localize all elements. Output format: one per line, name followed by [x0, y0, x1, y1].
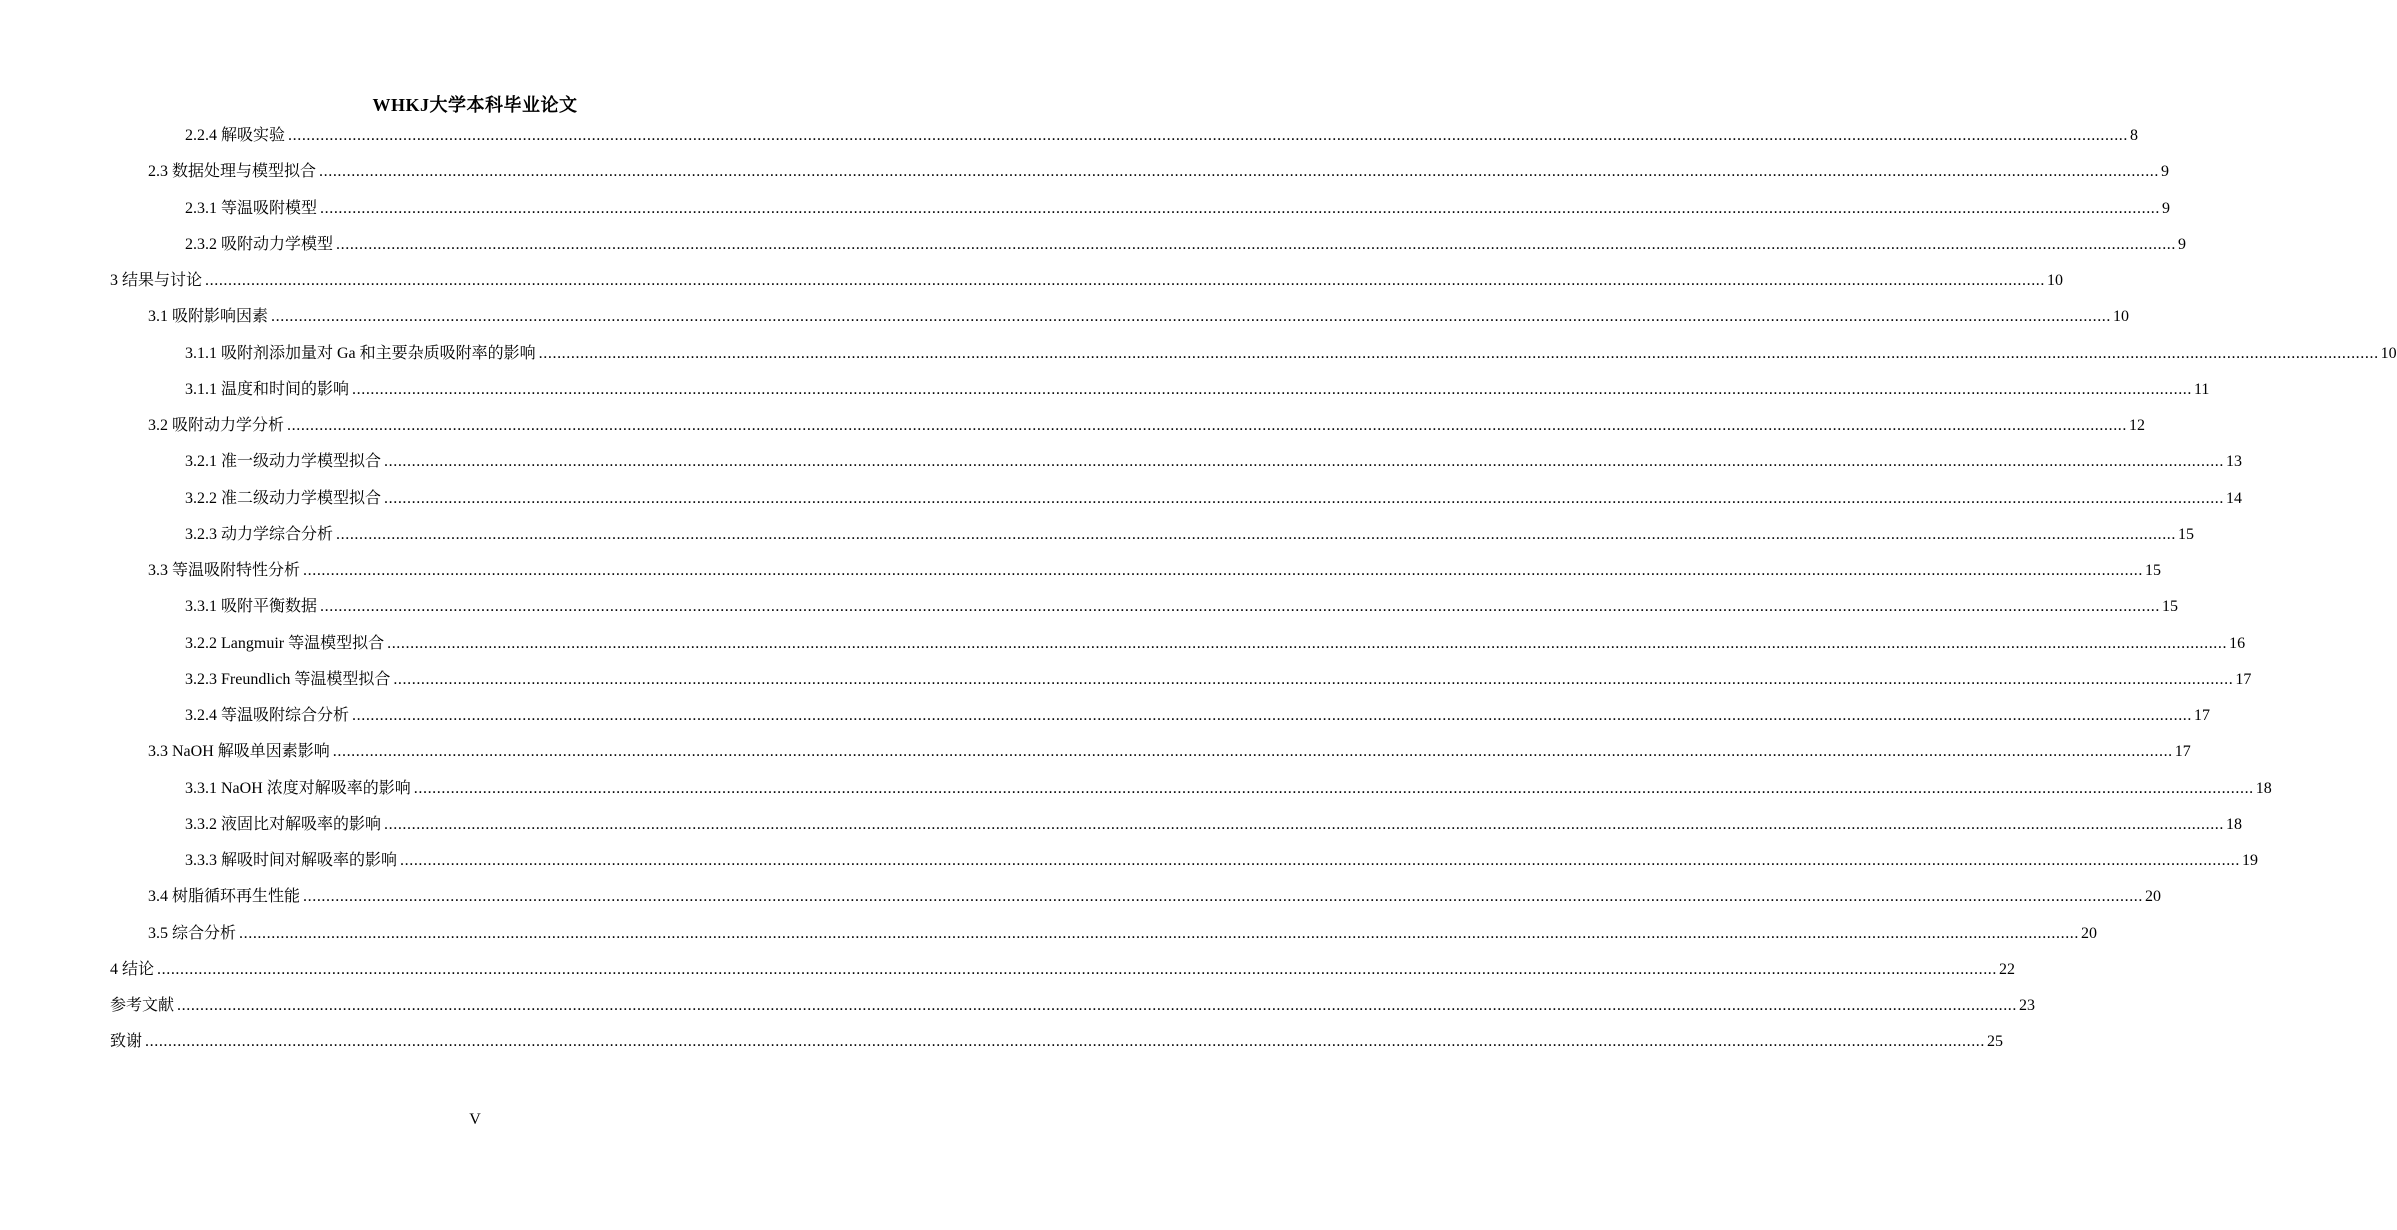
toc-dot-leader: ................................................................................................................................................................................................................................................................................................................................................................................................................ [239, 924, 2080, 942]
toc-entry-page: 10 [2047, 272, 2064, 289]
toc-dot-leader: ................................................................................................................................................................................................................................................................................................................................................................................................................ [384, 489, 2225, 507]
toc-entry[interactable] [185, 338, 2397, 364]
toc-entry-page: 12 [2129, 417, 2146, 434]
toc-entry-label: 3.2.2 准二级动力学模型拟合 [185, 489, 382, 507]
toc-entry-label: 3.2.3 动力学综合分析 [185, 525, 334, 543]
toc-entry-label: 2.3.2 吸附动力学模型 [185, 235, 334, 253]
toc-dot-leader: ................................................................................................................................................................................................................................................................................................................................................................................................................ [413, 779, 2254, 797]
toc-entry-label: 3.5 综合分析 [148, 924, 237, 942]
toc-dot-leader: ................................................................................................................................................................................................................................................................................................................................................................................................................ [157, 960, 1998, 978]
toc-dot-leader: ................................................................................................................................................................................................................................................................................................................................................................................................................ [393, 670, 2234, 688]
toc-entry[interactable] [185, 664, 2252, 690]
toc-entry-label: 2.3 数据处理与模型拟合 [148, 163, 317, 181]
toc-entry[interactable] [110, 1026, 2004, 1052]
toc-dot-leader: ................................................................................................................................................................................................................................................................................................................................................................................................................ [387, 634, 2228, 652]
toc-entry-page: 20 [2081, 924, 2098, 942]
toc-entry-label: 3.3.1 吸附平衡数据 [185, 598, 318, 616]
toc-entry-label: 3.3 等温吸附特性分析 [148, 562, 301, 579]
toc-dot-leader: ................................................................................................................................................................................................................................................................................................................................................................................................................ [319, 163, 2160, 181]
toc-dot-leader: ................................................................................................................................................................................................................................................................................................................................................................................................................ [205, 272, 2046, 289]
toc-entry-label: 3.2.1 准一级动力学模型拟合 [185, 453, 382, 471]
toc-entry-page: 25 [1987, 1033, 2004, 1051]
toc-entry[interactable] [148, 736, 2191, 762]
toc-entry-label: 3.1.1 温度和时间的影响 [185, 380, 350, 398]
toc-dot-leader: ................................................................................................................................................................................................................................................................................................................................................................................................................ [384, 815, 2225, 833]
toc-entry[interactable] [185, 628, 2246, 654]
toc-entry[interactable] [185, 519, 2195, 545]
toc-entry-page: 23 [2019, 997, 2036, 1014]
toc-entry[interactable] [185, 773, 2272, 799]
toc-entry-label: 4 结论 [110, 960, 155, 978]
toc-entry-page: 15 [2145, 562, 2162, 579]
toc-entry[interactable] [185, 193, 2171, 219]
toc-entry[interactable] [110, 954, 2016, 980]
toc-entry-label: 3.3 NaOH 解吸单因素影响 [148, 743, 330, 761]
toc-entry-page: 9 [2161, 163, 2170, 181]
toc-entry-label: 2.3.1 等温吸附模型 [185, 199, 318, 217]
toc-entry-label: 3.3.3 解吸时间对解吸率的影响 [185, 852, 398, 869]
toc-dot-leader: ................................................................................................................................................................................................................................................................................................................................................................................................................ [303, 562, 2144, 579]
toc-entry[interactable] [148, 410, 2146, 436]
toc-dot-leader: ................................................................................................................................................................................................................................................................................................................................................................................................................ [352, 707, 2193, 724]
page-number: V [469, 1111, 481, 1128]
toc-entry-page: 18 [2255, 779, 2272, 797]
toc-entry[interactable] [185, 591, 2179, 617]
toc-entry-page: 11 [2194, 380, 2210, 398]
toc-entry-page: 17 [2174, 743, 2191, 761]
toc-entry[interactable] [185, 120, 2139, 146]
toc-entry[interactable] [185, 446, 2243, 472]
toc-entry[interactable] [148, 555, 2162, 581]
toc-entry-label: 3.2.2 Langmuir 等温模型拟合 [185, 634, 385, 652]
toc-entry-page: 19 [2242, 852, 2259, 869]
toc-entry-label: 3.3.1 NaOH 浓度对解吸率的影响 [185, 779, 411, 797]
toc-dot-leader: ................................................................................................................................................................................................................................................................................................................................................................................................................ [336, 525, 2177, 543]
toc-dot-leader: ................................................................................................................................................................................................................................................................................................................................................................................................................ [145, 1033, 1986, 1051]
toc-dot-leader: ................................................................................................................................................................................................................................................................................................................................................................................................................ [177, 997, 2018, 1014]
toc-entry[interactable] [110, 990, 2036, 1016]
toc-entry-page: 9 [2162, 199, 2171, 217]
toc-entry[interactable] [148, 156, 2170, 182]
toc-dot-leader: ................................................................................................................................................................................................................................................................................................................................................................................................................ [271, 308, 2112, 326]
toc-entry-page: 22 [1999, 960, 2016, 978]
toc-dot-leader: ................................................................................................................................................................................................................................................................................................................................................................................................................ [384, 453, 2225, 471]
toc-entry[interactable] [148, 301, 2130, 327]
toc-entry-label: 3.2 吸附动力学分析 [148, 417, 285, 434]
toc-entry-label: 3.1 吸附影响因素 [148, 308, 269, 326]
toc-dot-leader: ................................................................................................................................................................................................................................................................................................................................................................................................................ [538, 344, 2379, 362]
toc-entry-label: 3.3.2 液固比对解吸率的影响 [185, 815, 382, 833]
toc-entry[interactable] [148, 881, 2162, 907]
toc-entry-label: 3.4 树脂循环再生性能 [148, 888, 301, 906]
page-header-title: WHKJ大学本科毕业论文 [372, 95, 578, 115]
toc-dot-leader: ................................................................................................................................................................................................................................................................................................................................................................................................................ [400, 852, 2241, 869]
toc-dot-leader: ................................................................................................................................................................................................................................................................................................................................................................................................................ [288, 127, 2129, 144]
toc-entry-page: 9 [2178, 235, 2187, 253]
toc-entry-label: 2.2.4 解吸实验 [185, 127, 286, 144]
toc-entry[interactable] [185, 483, 2243, 509]
toc-dot-leader: ................................................................................................................................................................................................................................................................................................................................................................................................................ [303, 888, 2144, 906]
toc-entry-label: 3.2.3 Freundlich 等温模型拟合 [185, 670, 391, 688]
toc-entry-label: 参考文献 [110, 997, 175, 1014]
toc-entry[interactable] [110, 265, 2064, 291]
toc-entry-label: 3.1.1 吸附剂添加量对 Ga 和主要杂质吸附率的影响 [185, 344, 536, 362]
toc-dot-leader: ................................................................................................................................................................................................................................................................................................................................................................................................................ [320, 199, 2161, 217]
toc-entry-page: 17 [2235, 670, 2252, 688]
toc-entry-page: 10 [2113, 308, 2130, 326]
toc-dot-leader: ................................................................................................................................................................................................................................................................................................................................................................................................................ [336, 235, 2177, 253]
toc-entry[interactable] [185, 845, 2259, 871]
toc-dot-leader: ................................................................................................................................................................................................................................................................................................................................................................................................................ [352, 380, 2193, 398]
toc-entry-page: 15 [2178, 525, 2195, 543]
toc-entry[interactable] [185, 229, 2187, 255]
toc-dot-leader: ................................................................................................................................................................................................................................................................................................................................................................................................................ [332, 743, 2173, 761]
toc-entry-label: 3 结果与讨论 [110, 272, 203, 289]
toc-entry-page: 8 [2130, 127, 2139, 144]
toc-entry-page: 16 [2229, 634, 2246, 652]
toc-entry[interactable] [148, 918, 2098, 944]
toc-dot-leader: ................................................................................................................................................................................................................................................................................................................................................................................................................ [320, 598, 2161, 616]
toc-entry-page: 14 [2226, 489, 2243, 507]
toc-entry-page: 20 [2145, 888, 2162, 906]
toc-entry-page: 15 [2162, 598, 2179, 616]
toc-entry[interactable] [185, 700, 2211, 726]
toc-entry-label: 致谢 [110, 1033, 143, 1051]
toc-entry-page: 10 [2380, 344, 2397, 362]
toc-dot-leader: ................................................................................................................................................................................................................................................................................................................................................................................................................ [287, 417, 2128, 434]
toc-entry-label: 3.2.4 等温吸附综合分析 [185, 707, 350, 724]
toc-entry[interactable] [185, 809, 2243, 835]
toc-entry-page: 17 [2194, 707, 2211, 724]
toc-entry-page: 13 [2226, 453, 2243, 471]
toc-entry[interactable] [185, 374, 2210, 400]
toc-entry-page: 18 [2226, 815, 2243, 833]
